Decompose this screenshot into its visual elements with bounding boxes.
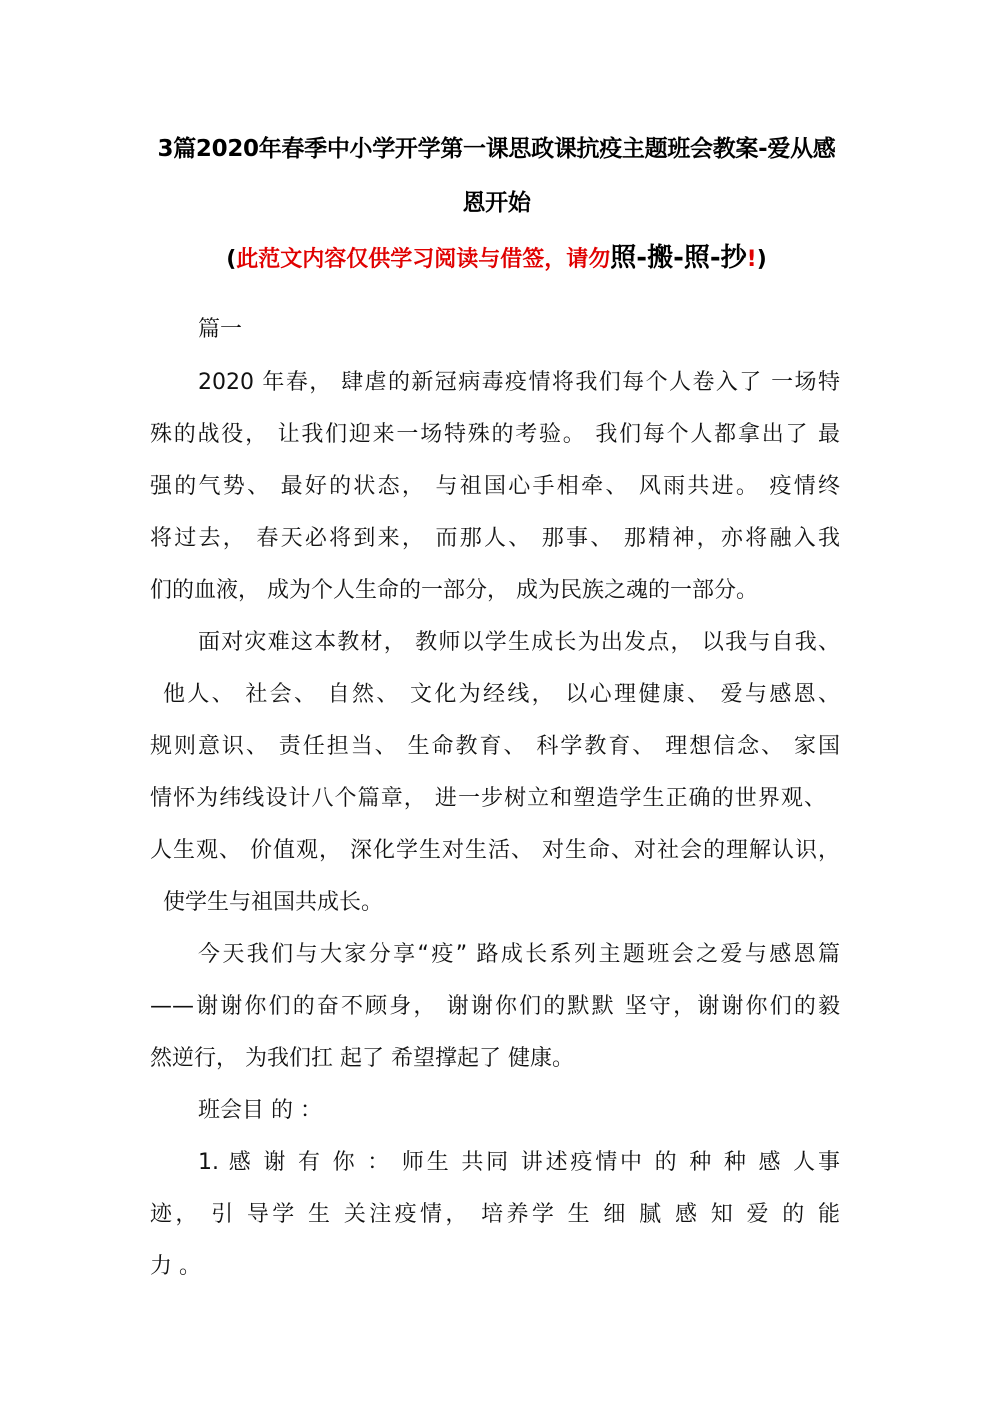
notice-exclamation: !	[746, 247, 757, 272]
notice-close-paren: )	[756, 247, 767, 272]
notice-big-text: 照-搬-照-抄	[610, 243, 747, 273]
paragraph-3-line-2: ——谢谢你们的奋不顾身， 谢谢你们的默默 坚守，谢谢你们的毅	[150, 994, 840, 1019]
notice-open-paren: (	[226, 247, 237, 272]
paragraph-1-line-2: 殊的战役， 让我们迎来一场特殊的考验。 我们每个人都拿出了 最	[150, 422, 840, 447]
paragraph-3-line-3: 然逆行， 为我们扛 起了 希望撑起了 健康。	[150, 1046, 574, 1071]
paragraph-1-line-3: 强的气势、 最好的状态， 与祖国心手相牵、 风雨共进。 疫情终	[150, 474, 840, 499]
section-heading: 篇一	[198, 317, 243, 342]
document-title-line-2: 恩开始	[462, 190, 531, 216]
paragraph-2-line-3: 规则意识、 责任担当、 生命教育、 科学教育、 理想信念、 家国	[150, 734, 840, 759]
goal-1-line-1: 1. 感 谢 有 你 ： 师生 共同 讲述疫情中 的 种 种 感 人事	[198, 1150, 840, 1175]
notice-red-text: 此范文内容仅供学习阅读与借签，请勿	[236, 247, 611, 272]
goal-1-line-2: 迹， 引 导学 生 关注疫情， 培养学 生 细 腻 感 知 爱 的 能	[150, 1202, 840, 1227]
paragraph-3-line-1: 今天我们与大家分享“疫” 路成长系列主题班会之爱与感恩篇	[198, 942, 840, 967]
goal-1-line-3: 力 。	[150, 1254, 201, 1279]
paragraph-2-line-2: 他人、 社会、 自然、 文化为经线， 以心理健康、 爱与感恩、	[163, 682, 840, 707]
paragraph-1-line-5: 们的血液， 成为个人生命的一部分， 成为民族之魂的一部分。	[150, 578, 758, 603]
paragraph-2-line-4: 情怀为纬线设计八个篇章， 进一步树立和塑造学生正确的世界观、	[150, 786, 826, 811]
document-title-line-1: 3篇2020年春季中小学开学第一课思政课抗疫主题班会教案-爱从感	[157, 136, 836, 162]
paragraph-2-line-5: 人生观、 价值观， 深化学生对生活、 对生命、对社会的理解认识，	[150, 838, 840, 863]
paragraph-2-line-6: 使学生与祖国共成长。	[163, 890, 384, 915]
paragraph-2-line-1: 面对灾难这本教材， 教师以学生成长为出发点， 以我与自我、	[198, 630, 840, 655]
paragraph-1-line-4: 将过去， 春天必将到来， 而那人、 那事、 那精神，亦将融入我	[150, 526, 840, 551]
goal-heading: 班会目 的 ：	[198, 1098, 322, 1123]
copy-notice	[0, 237, 993, 274]
paragraph-1-line-1: 2020 年春， 肆虐的新冠病毒疫情将我们每个人卷入了 一场特	[198, 370, 840, 395]
